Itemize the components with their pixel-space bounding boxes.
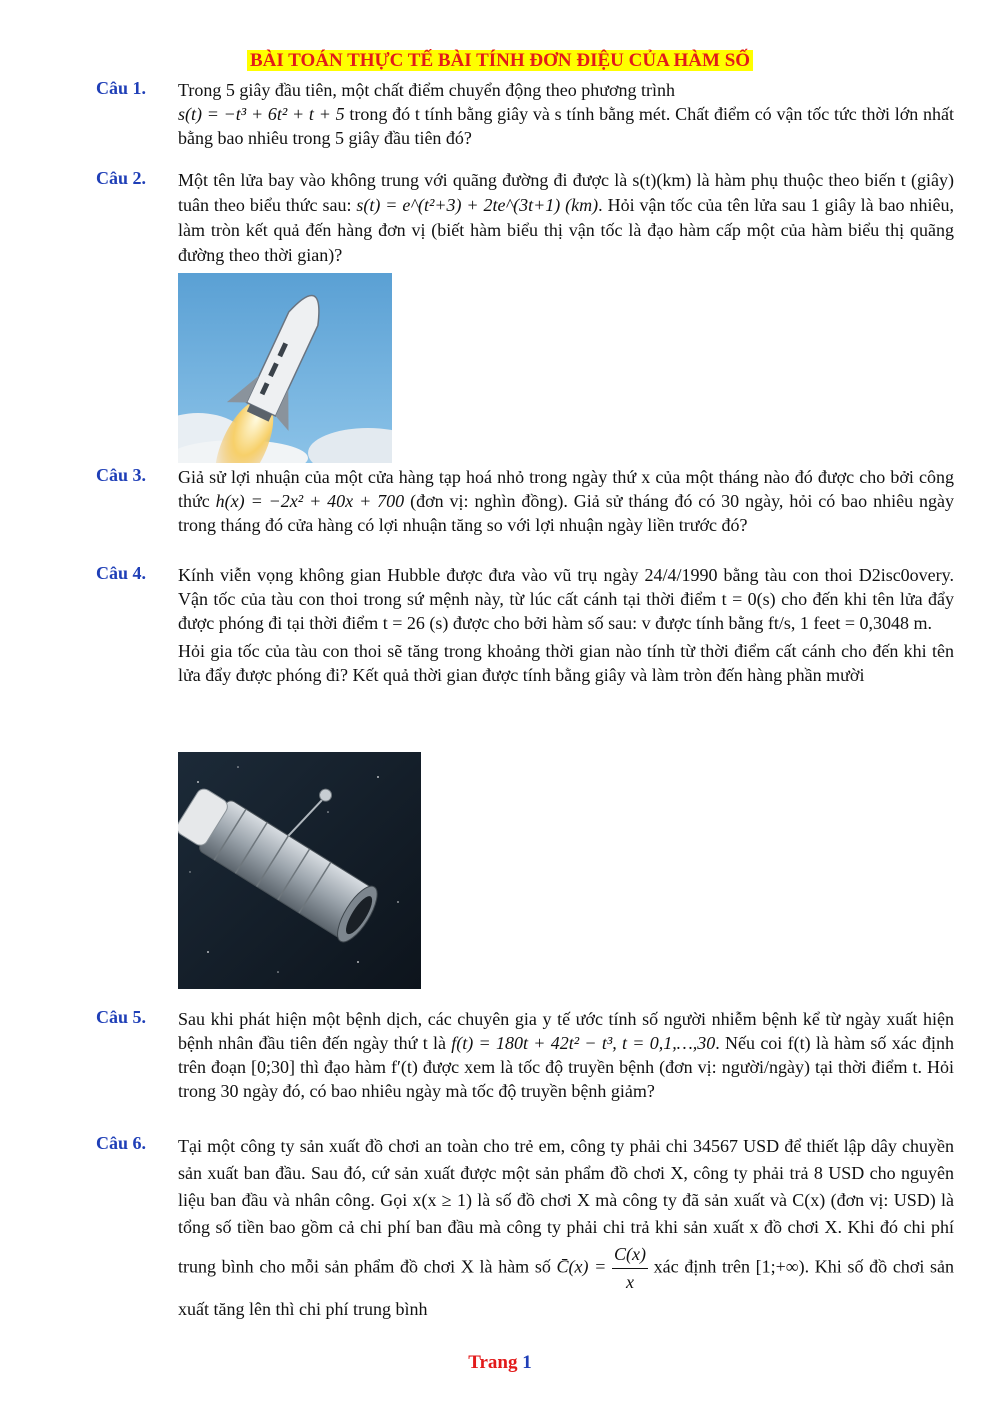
question-body	[178, 168, 954, 268]
page-footer	[0, 1352, 1000, 1374]
question-label: Câu 2.	[96, 168, 147, 188]
page-number: 1	[522, 1352, 532, 1373]
question-1	[96, 78, 954, 150]
question-formula: f(t) = 180t + 42t² − t³, t = 0,1,…,30	[451, 1033, 716, 1053]
fraction-numerator: C(x)	[612, 1241, 648, 1269]
question-text: . Hỏi vận tốc của tên lửa sau 1 giây là bao nhiêu, làm tròn kết quả đến hàng đơn vị (biết hàm biểu thị vận tốc là đạo hàm cấp một của hàm biểu thị quãng đường theo thời gian)?	[178, 195, 954, 265]
question-text: trong đó t tính bằng giây và s tính bằng mét. Chất điểm có vận tốc tức thời lớn nhất bằng bao nhiêu trong 5 giây đầu tiên đó?	[178, 104, 954, 148]
question-text: (đơn vị: nghìn đồng). Giả sử tháng đó có 30 ngày, hỏi có bao nhiêu ngày trong tháng đó cửa hàng có lợi nhuận tăng so với lợi nhuận ngày liền trước đó?	[178, 491, 954, 535]
question-body	[178, 465, 954, 537]
question-body	[178, 1007, 954, 1103]
question-formula: s(t) = e^(t²+3) + 2te^(3t+1) (km)	[356, 195, 599, 215]
fraction-denominator: x	[626, 1272, 634, 1292]
question-label: Câu 6.	[96, 1133, 147, 1153]
page-label: Trang	[468, 1352, 518, 1373]
telescope-icon	[178, 752, 421, 989]
rocket-image	[178, 273, 392, 463]
question-text: Giả sử lợi nhuận của một cửa hàng tạp hoá nhỏ trong ngày thứ x của một tháng nào đó được cho bởi công thức	[178, 467, 954, 511]
question-body	[178, 563, 954, 687]
question-text: Kính viễn vọng không gian Hubble được đưa vào vũ trụ ngày 24/4/1990 bằng tàu con thoi D2isc0overy. Vận tốc của tàu con thoi trong sứ mệnh này, từ lúc cất cánh tại thời điểm t = 0(s) cho đến khi tên lửa đẩy được phóng đi tại thời điểm t = 26 (s) được cho bởi hàm số sau: v được tính bằng ft/s, 1 feet = 0,3048 m.	[178, 565, 954, 633]
rocket-icon	[178, 273, 392, 463]
question-label: Câu 1.	[96, 78, 147, 98]
question-text: Một tên lửa bay vào không trung với quãng đường đi được là s(t)(km) là hàm phụ thuộc theo biến t (giây) tuân theo biểu thức sau:	[178, 170, 954, 215]
question-3	[96, 465, 954, 537]
question-2	[96, 168, 954, 268]
question-body	[178, 78, 954, 150]
question-5	[96, 1007, 954, 1103]
question-formula: s(t) = −t³ + 6t² + t + 5	[178, 104, 345, 124]
question-label: Câu 5.	[96, 1007, 147, 1027]
question-text: Trong 5 giây đầu tiên, một chất điểm chuyển động theo phương trình	[178, 80, 676, 100]
fraction	[612, 1241, 648, 1296]
question-text: Sau khi phát hiện một bệnh dịch, các chuyên gia y tế ước tính số người nhiễm bệnh kể từ ngày xuất hiện bệnh nhân đầu tiên đến ngày thứ t là	[178, 1009, 954, 1053]
title-text: BÀI TOÁN THỰC TẾ BÀI TÍNH ĐƠN ĐIỆU CỦA HÀM SỐ	[247, 50, 753, 71]
question-text: . Nếu coi f(t) là hàm số xác định trên đoạn [0;30] thì đạo hàm f′(t) được xem là tốc độ truyền bệnh (đơn vị: người/ngày) tại thời điểm t. Hỏi trong 30 ngày đó, có bao nhiêu ngày mà tốc độ truyền bệnh giảm?	[178, 1033, 954, 1101]
question-label: Câu 3.	[96, 465, 147, 485]
question-text: Hỏi gia tốc của tàu con thoi sẽ tăng trong khoảng thời gian nào tính từ thời điểm cất cánh cho đến khi tên lửa đẩy được phóng đi? Kết quả thời gian được tính bằng giây và làm tròn đến hàng phần mười	[178, 641, 954, 685]
question-formula: C̄(x) =	[556, 1256, 607, 1277]
question-label: Câu 4.	[96, 563, 147, 583]
document-title	[0, 50, 1000, 72]
hubble-telescope-image	[178, 752, 421, 989]
question-body	[178, 1133, 954, 1323]
question-formula: h(x) = −2x² + 40x + 700	[215, 491, 405, 511]
question-4	[96, 563, 954, 687]
question-text: xác định trên [1;+∞). Khi số đồ chơi sản xuất tăng lên thì chi phí trung bình	[178, 1256, 954, 1319]
question-text: Tại một công ty sản xuất đồ chơi an toàn cho trẻ em, công ty phải chi 34567 USD để thiết lập dây chuyền sản xuất ban đầu. Sau đó, cứ sản xuất được một sản phẩm đồ chơi X, công ty phải trả 8 USD cho nguyên liệu ban đầu và nhân công. Gọi x(x ≥ 1) là số đồ chơi X mà công ty đã sản xuất và C(x) (đơn vị: USD) là tổng số tiền bao gồm cả chi phí ban đầu mà công ty phải chi trả khi sản xuất x đồ chơi X. Khi đó chi phí trung bình cho mỗi sản phẩm đồ chơi X là hàm số	[178, 1136, 954, 1277]
question-6	[96, 1133, 954, 1323]
